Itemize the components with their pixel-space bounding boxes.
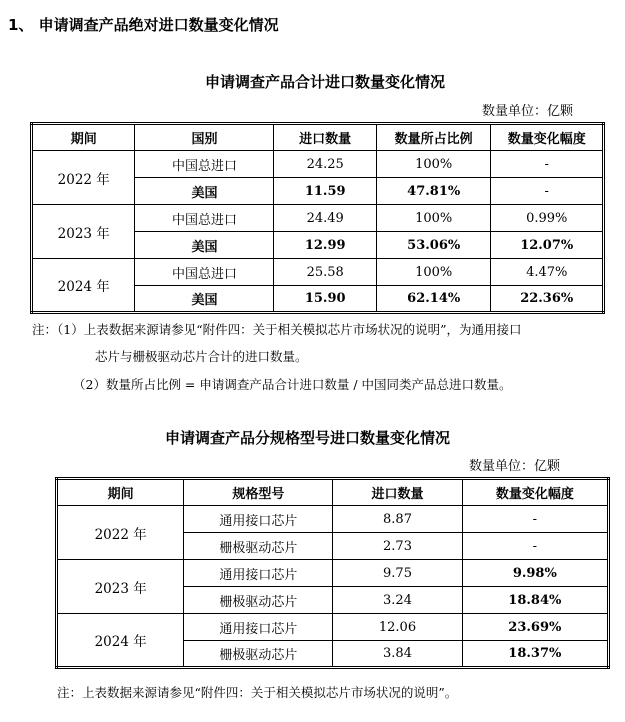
model-cell: 通用接口芯片 — [184, 560, 333, 587]
country-cell: 中国总进口 — [135, 151, 274, 178]
model-cell: 栅极驱动芯片 — [184, 641, 333, 668]
model-cell: 通用接口芯片 — [184, 506, 333, 533]
table2-header: 期间 — [57, 479, 184, 506]
table2-unit: 数量单位：亿颗 — [469, 459, 561, 474]
qty-cell: 3.24 — [333, 587, 462, 614]
table2-title: 申请调查产品分规格型号进口数量变化情况 — [165, 429, 451, 447]
share-cell: 100% — [376, 151, 491, 178]
qty-cell: 11.59 — [274, 178, 377, 205]
change-cell: 12.07% — [491, 232, 604, 259]
change-cell: 23.69% — [462, 614, 608, 641]
share-cell: 62.14% — [376, 286, 491, 313]
table-row — [57, 506, 609, 533]
table2 — [55, 477, 610, 669]
table2-header: 进口数量 — [333, 479, 462, 506]
qty-cell: 25.58 — [274, 259, 377, 286]
table1-title: 申请调查产品合计进口数量变化情况 — [205, 73, 446, 91]
year-cell: 2024 年 — [32, 259, 135, 313]
country-cell: 中国总进口 — [135, 205, 274, 232]
share-cell: 53.06% — [376, 232, 491, 259]
table-row — [57, 560, 609, 587]
year-cell: 2023 年 — [57, 560, 184, 614]
table-row — [32, 205, 604, 232]
table1-header: 国别 — [135, 124, 274, 151]
country-cell: 美国 — [135, 232, 274, 259]
share-cell: 100% — [376, 259, 491, 286]
section-title: 1、 申请调查产品绝对进口数量变化情况 — [8, 16, 279, 34]
share-cell: 100% — [376, 205, 491, 232]
country-cell: 美国 — [135, 286, 274, 313]
year-cell: 2022 年 — [57, 506, 184, 560]
table1-header: 进口数量 — [274, 124, 377, 151]
table2-header-row — [57, 479, 609, 506]
qty-cell: 24.49 — [274, 205, 377, 232]
change-cell: 22.36% — [491, 286, 604, 313]
table1-note-1: 注：（1）上表数据来源请参见“附件四：关于相关模拟芯片市场状况的说明”，为通用接口 — [32, 322, 522, 337]
change-cell: - — [462, 533, 608, 560]
qty-cell: 12.06 — [333, 614, 462, 641]
qty-cell: 24.25 — [274, 151, 377, 178]
qty-cell: 12.99 — [274, 232, 377, 259]
year-cell: 2024 年 — [57, 614, 184, 668]
table1-header-row — [32, 124, 604, 151]
table-row — [57, 614, 609, 641]
table1-note-1-cont: 芯片与栅极驱动芯片合计的进口数量。 — [95, 349, 308, 364]
table-row — [32, 259, 604, 286]
table2-note: 注：上表数据来源请参见“附件四：关于相关模拟芯片市场状况的说明”。 — [57, 685, 458, 700]
change-cell: 18.37% — [462, 641, 608, 668]
model-cell: 通用接口芯片 — [184, 614, 333, 641]
model-cell: 栅极驱动芯片 — [184, 533, 333, 560]
table1-note-2: （2）数量所占比例 = 申请调查产品合计进口数量 / 中国同类产品总进口数量。 — [73, 377, 512, 392]
table2-header: 规格型号 — [184, 479, 333, 506]
table1-header: 数量所占比例 — [376, 124, 491, 151]
change-cell: - — [491, 178, 604, 205]
change-cell: 0.99% — [491, 205, 604, 232]
table-row — [32, 151, 604, 178]
country-cell: 中国总进口 — [135, 259, 274, 286]
table2-header: 数量变化幅度 — [462, 479, 608, 506]
qty-cell: 15.90 — [274, 286, 377, 313]
qty-cell: 9.75 — [333, 560, 462, 587]
table1-header: 期间 — [32, 124, 135, 151]
year-cell: 2023 年 — [32, 205, 135, 259]
change-cell: - — [462, 506, 608, 533]
change-cell: 9.98% — [462, 560, 608, 587]
table1-unit: 数量单位：亿颗 — [482, 104, 574, 119]
table1 — [30, 122, 605, 314]
change-cell: - — [491, 151, 604, 178]
qty-cell: 3.84 — [333, 641, 462, 668]
share-cell: 47.81% — [376, 178, 491, 205]
table1-header: 数量变化幅度 — [491, 124, 604, 151]
country-cell: 美国 — [135, 178, 274, 205]
year-cell: 2022 年 — [32, 151, 135, 205]
qty-cell: 8.87 — [333, 506, 462, 533]
change-cell: 18.84% — [462, 587, 608, 614]
model-cell: 栅极驱动芯片 — [184, 587, 333, 614]
change-cell: 4.47% — [491, 259, 604, 286]
qty-cell: 2.73 — [333, 533, 462, 560]
